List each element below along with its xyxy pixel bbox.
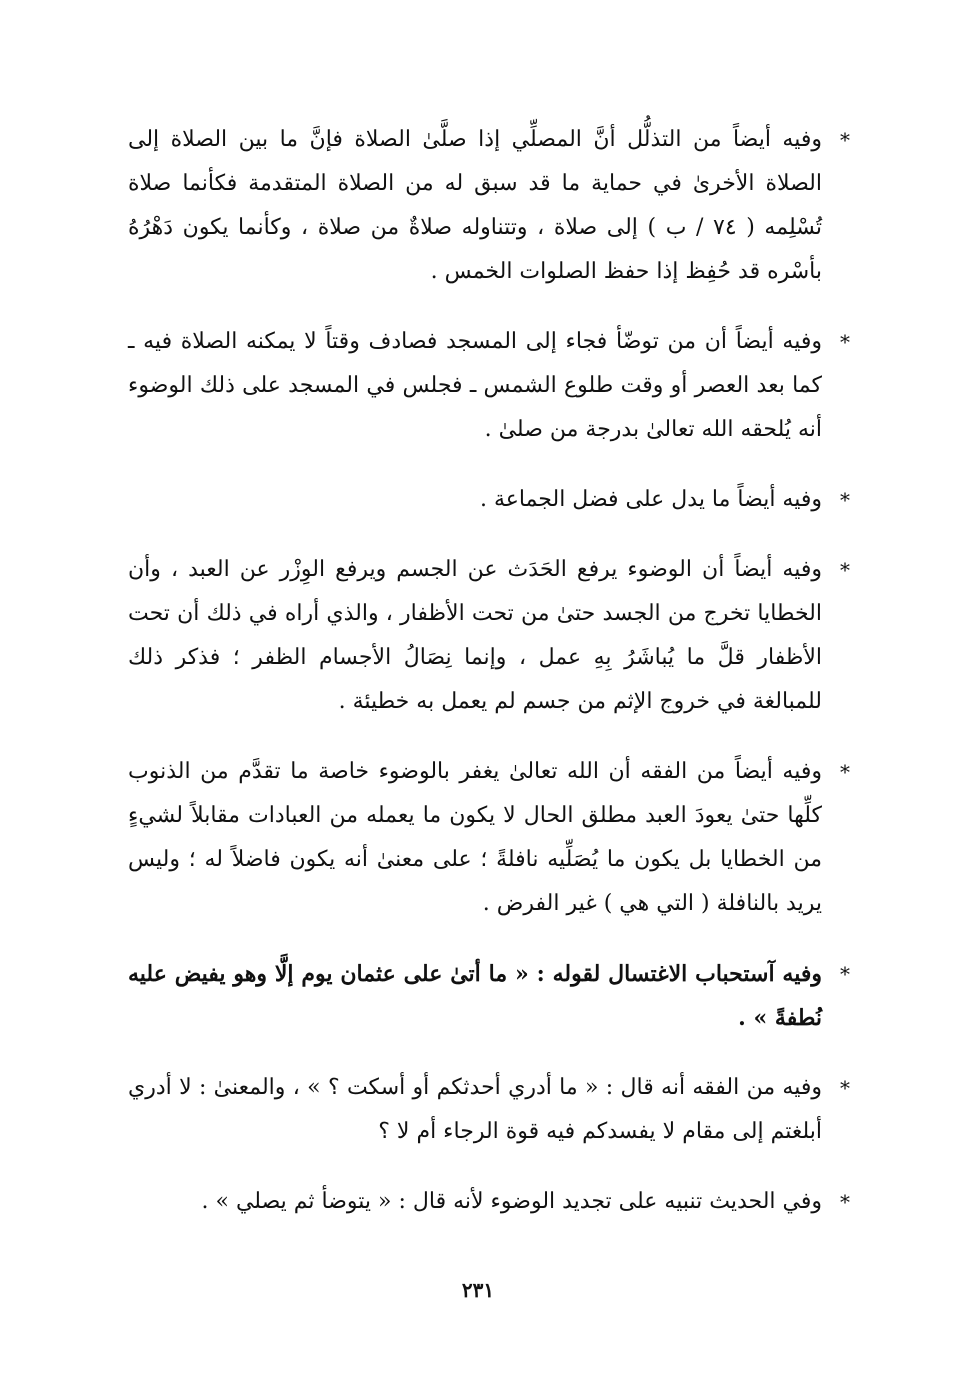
bullet-marker: * <box>840 962 850 986</box>
paragraph-text: وفيه أيضاً أن الوضوء يرفع الحَدَث عن الجسم ويرفع الوِزْر عن العبد ، وأن الخطايا تخرج من الجسد حتىٰ من تحت الأظفار ، والذي أراه في ذلك أن تحت الأظفار قلَّ ما يُباشَرُ بِهِ عمل ، وإنما نِصَالُ الأجسام الظفر ؛ فذكر ذلك للمبالغة في خروج الإثم من جسم لم يعمل به خطيئة . <box>128 557 822 714</box>
bullet-marker: * <box>840 1190 850 1214</box>
paragraph-text: وفي الحديث تنبيه على تجديد الوضوء لأنه قال : « يتوضأ ثم يصلي » . <box>201 1189 822 1214</box>
paragraph-text: وفيه أيضاً من التذلُّل أنَّ المصلِّي إذا صلَّىٰ الصلاة فإنَّ ما بين الصلاة إلى الصلاة الأخرىٰ في حماية ما قد سبق له من الصلاة المتقدمة فكأنما صلاة تُسْلِمه ( ٧٤ / ب ) إلى صلاة ، وتتناوله صلاةٌ من صلاة ، وكأنما يكون دَهْرُهُ بأسْره قد حُفِظ إذا حفظ الصلوات الخمس . <box>128 127 822 284</box>
paragraph <box>128 548 850 724</box>
bullet-marker: * <box>840 760 850 784</box>
paragraph-text: وفيه أيضاً أن من توضّأ فجاء إلى المسجد فصادف وقتاً لا يمكنه الصلاة فيه ـ كما بعد العصر أو وقت طلوع الشمس ـ فجلس في المسجد على ذلك الوضوء أنه يُلحقه الله تعالىٰ بدرجة من صلىٰ . <box>128 329 822 442</box>
paragraph-text: وفيه أيضاً ما يدل على فضل الجماعة . <box>479 487 822 512</box>
body-text <box>128 118 850 1250</box>
paragraph-text: وفيه أيضاً من الفقه أن الله تعالىٰ يغفر بالوضوء خاصة ما تقدَّم من الذنوب كلِّها حتىٰ يعودَ العبد مطلق الحال لا يكون ما يعمله من العبادات مقابلاً لشيءٍ من الخطايا بل يكون ما يُصَلِّيه نافلةً ؛ على معنىٰ أنه يكون فاضلاً له ؛ وليس يريد بالنافلة ( التي هي ) غير الفرض . <box>128 759 822 916</box>
paragraph <box>128 320 850 452</box>
paragraph <box>128 478 850 522</box>
page-number: ٢٣١ <box>461 1278 495 1302</box>
bullet-marker: * <box>840 330 850 354</box>
paragraph <box>128 1066 850 1154</box>
paragraph-text: وفيه آستحباب الاغتسال لقوله : « ما أتىٰ على عثمان يوم إلَّا وهو يفيض عليه نُطفةً » . <box>128 961 822 1031</box>
bullet-marker: * <box>840 488 850 512</box>
paragraph <box>128 750 850 926</box>
bullet-marker: * <box>840 1076 850 1100</box>
paragraph <box>128 118 850 294</box>
paragraph <box>128 1180 850 1224</box>
paragraph-text: وفيه من الفقه أنه قال : « ما أدري أحدثكم أو أسكت ؟ » ، والمعنىٰ : لا أدري أبلغتم إلى مقام لا يفسدكم فيه قوة الرجاء أم لا ؟ <box>128 1075 822 1144</box>
bullet-marker: * <box>840 128 850 152</box>
bullet-marker: * <box>840 558 850 582</box>
paragraph <box>128 952 850 1040</box>
